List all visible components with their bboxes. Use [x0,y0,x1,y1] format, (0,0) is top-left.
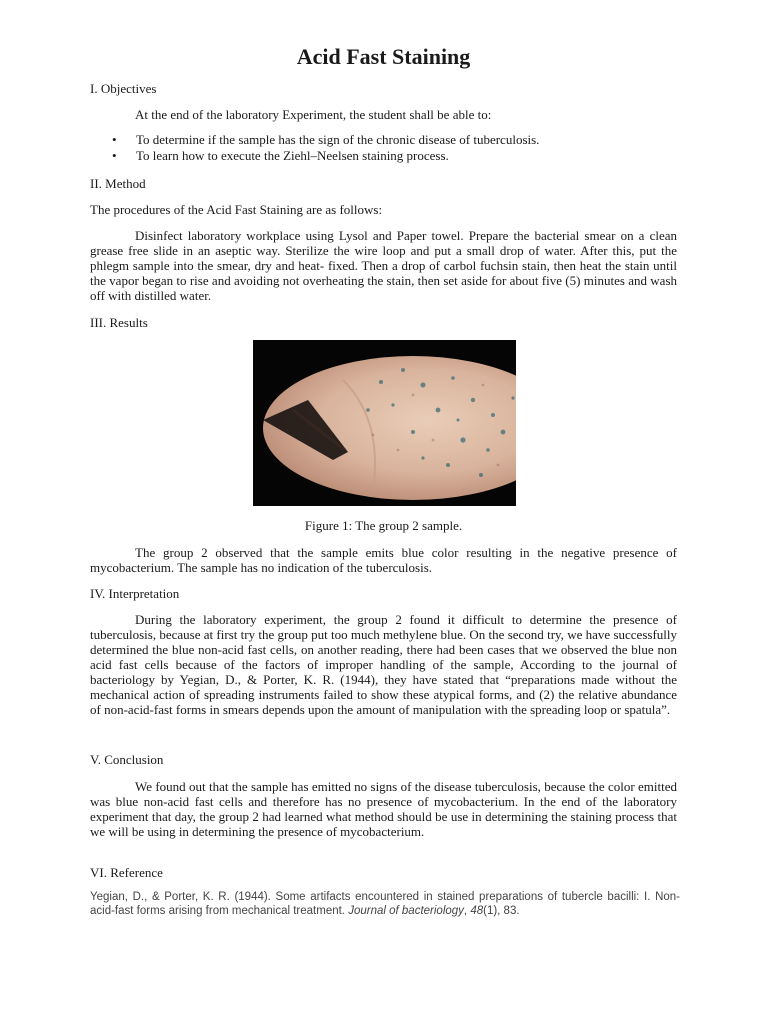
conclusion-heading: V. Conclusion [90,752,164,767]
method-body: Disinfect laboratory workplace using Lysol and Paper towel. Prepare the bacterial smear on a clean grease free slide in an aseptic way. Sterilize the wire loop and put a small drop of water. After this, put the phlegm sample into the smear, dry and heat- fixed. Then a drop of carbol fuchsin stain, then heat the stain until the vapor began to rise and avoiding not overheating the stain, then set aside for about five (5) minutes and wash off with distilled water. [90,228,677,303]
results-heading: III. Results [90,315,148,330]
interpretation-heading: IV. Interpretation [90,586,180,601]
objective-item: • To determine if the sample has the sign of the chronic disease of tuberculosis. [90,132,677,148]
reference-heading: VI. Reference [90,865,163,880]
citation-text: Yegian, D., & Porter, K. R. (1944). Some artifacts encountered in stained preparations of tubercle bacilli: I. Non-acid-fast forms arising from mechanical treatment. [90,891,680,917]
citation-pages: (1), 83. [483,905,520,917]
citation-volume: 48 [470,905,484,917]
results-body: The group 2 observed that the sample emits blue color resulting in the negative presence of mycobacterium. The sample has no indication of the tuberculosis. [90,545,677,575]
objectives-list [90,132,677,164]
conclusion-body: We found out that the sample has emitted no signs of the disease tuberculosis, because the color emitted was blue non-acid fast cells and therefore has no presence of mycobacterium. In the end of the laboratory experiment that day, the group 2 had learned what method should be use in determining the staining process that we will be using in determining the presence of mycobacterium. [90,779,677,839]
objectives-intro: At the end of the laboratory Experiment, the student shall be able to: [135,107,492,122]
interpretation-body: During the laboratory experiment, the group 2 found it difficult to determine the presence of tuberculosis, because at first try the group put too much methylene blue. On the second try, we have successfully determined the blue non-acid fast cells, on another reading, there had been cases that we observed the blue non acid fast cells because of the factors of improper handling of the sample, According to the journal of bacteriology by Yegian, D., & Porter, K. R. (1944), they have stated that “preparations made without the mechanical action of spreading instruments failed to show these atypical forms, and (2) the relative abundance of non-acid-fast forms in smears depends upon the amount of manipulation with the spreading loop or spatula”. [90,612,677,717]
citation-separator: , [463,905,471,917]
method-heading: II. Method [90,176,146,191]
page-title: Acid Fast Staining [296,44,471,69]
method-intro: The procedures of the Acid Fast Staining are as follows: [90,202,383,217]
objective-item: • To learn how to execute the Ziehl–Neelsen staining process. [90,148,677,164]
objectives-heading: I. Objectives [90,81,157,96]
reference-citation [90,890,680,918]
citation-journal: Journal of bacteriology [348,905,464,917]
figure-caption: Figure 1: The group 2 sample. [304,518,463,533]
microscope-sample-image [253,340,516,506]
